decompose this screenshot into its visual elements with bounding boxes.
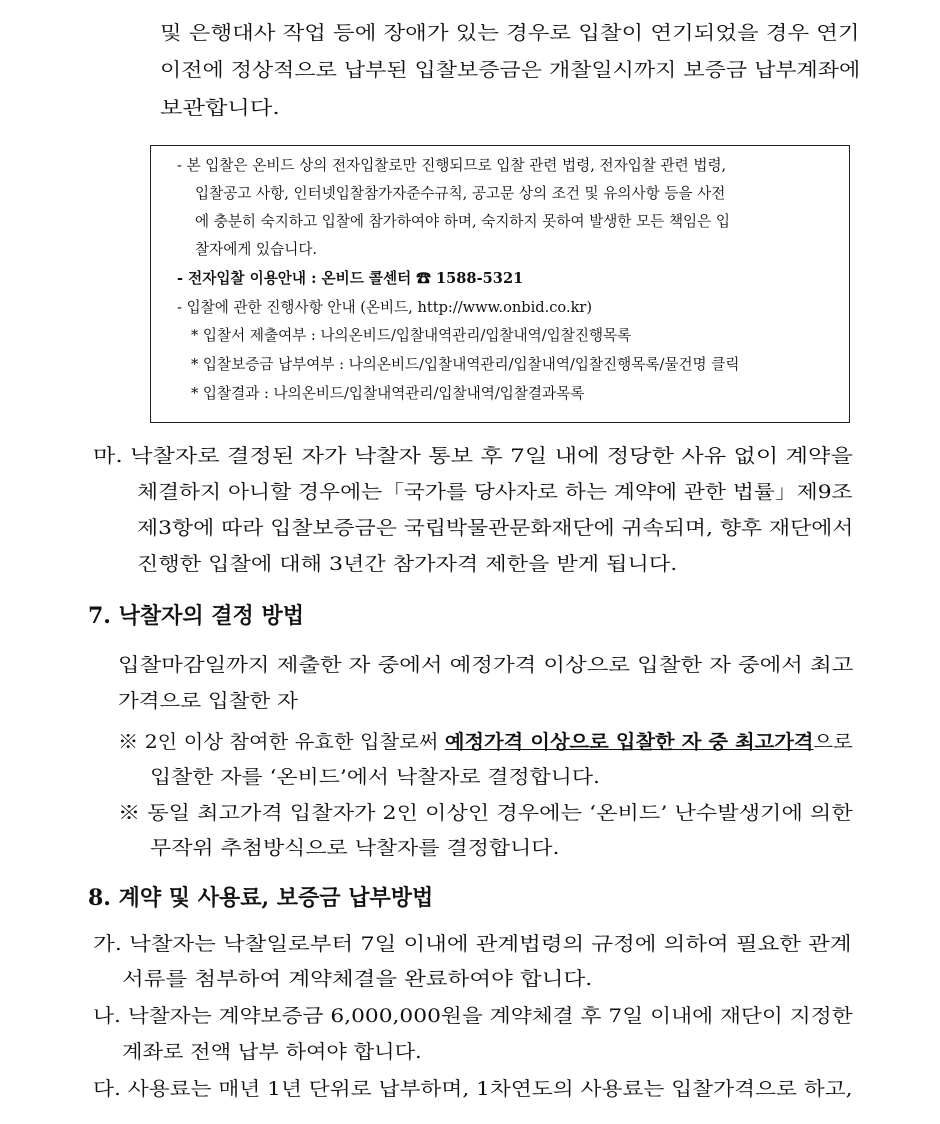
notice-p1-line-2: 입찰공고 사항, 인터넷입찰참가자준수규칙, 공고문 상의 조건 및 유의사항 등을 사전 (195, 185, 726, 202)
item-ma-line-4: 진행한 입찰에 대해 3년간 참가자격 제한을 받게 됩니다. (137, 553, 678, 575)
section-7-note-1-line-2: 입찰한 자를 ‘온비드’에서 낙찰자로 결정합니다. (150, 766, 601, 788)
section-7-heading: 7. 낙찰자의 결정 방법 (88, 603, 304, 629)
section-8-da-line-1: 다. 사용료는 매년 1년 단위로 납부하며, 1차연도의 사용료는 입찰가격으로 하고, (93, 1078, 853, 1100)
section-7-note-1-line-1 (118, 727, 853, 757)
item-ma-line-2: 체결하지 아니할 경우에는「국가를 당사자로 하는 계약에 관한 법률」제9조 (137, 481, 853, 503)
note-1-prefix: ※ 2인 이상 참여한 유효한 입찰로써 (118, 731, 445, 753)
guide-item-result: * 입찰결과 : 나의온비드/입찰내역관리/입찰내역/입찰결과목록 (191, 385, 585, 402)
intro-line-3: 보관합니다. (160, 97, 280, 119)
notice-box (150, 145, 850, 423)
section-7-body-line-1: 입찰마감일까지 제출한 자 중에서 예정가격 이상으로 입찰한 자 중에서 최고 (118, 654, 854, 676)
item-ma-line-1: 마. 낙찰자로 결정된 자가 낙찰자 통보 후 7일 내에 정당한 사유 없이 계약을 (93, 445, 853, 467)
section-8-ga-line-2: 서류를 첨부하여 계약체결을 완료하여야 합니다. (122, 968, 593, 990)
intro-line-1: 및 은행대사 작업 등에 장애가 있는 경우로 입찰이 연기되었을 경우 연기 (160, 22, 860, 44)
note-1-emphasis: 예정가격 이상으로 입찰한 자 중 최고가격 (444, 731, 814, 753)
section-8-na-line-2: 계좌로 전액 납부 하여야 합니다. (122, 1041, 422, 1063)
note-1-suffix: 으로 (813, 731, 853, 753)
notice-p1-line-3: 에 충분히 숙지하고 입찰에 참가하여야 하며, 숙지하지 못하여 발생한 모든 책임은 입 (195, 213, 730, 230)
progress-guide: - 입찰에 관한 진행사항 안내 (온비드, http://www.onbid.co.kr) (177, 299, 593, 316)
section-7-note-2-line-1: ※ 동일 최고가격 입찰자가 2인 이상인 경우에는 ‘온비드’ 난수발생기에 의한 (118, 802, 853, 824)
item-ma-line-3: 제3항에 따라 입찰보증금은 국립박물관문화재단에 귀속되며, 향후 재단에서 (137, 517, 854, 539)
guide-item-deposit: * 입찰보증금 납부여부 : 나의온비드/입찰내역관리/입찰내역/입찰진행목록/물건명 클릭 (191, 356, 740, 373)
section-7-body-line-2: 가격으로 입찰한 자 (118, 690, 298, 712)
intro-line-2: 이전에 정상적으로 납부된 입찰보증금은 개찰일시까지 보증금 납부계좌에 (160, 59, 861, 81)
section-8-ga-line-1: 가. 낙찰자는 낙찰일로부터 7일 이내에 관계법령의 규정에 의하여 필요한 관계 (93, 933, 852, 955)
section-8-heading: 8. 계약 및 사용료, 보증금 납부방법 (88, 885, 434, 911)
call-center-info: - 전자입찰 이용안내 : 온비드 콜센터 ☎ 1588-5321 (177, 270, 524, 287)
notice-p1-line-4: 찰자에게 있습니다. (195, 241, 318, 258)
section-8-na-line-1: 나. 낙찰자는 계약보증금 6,000,000원을 계약체결 후 7일 이내에 재단이 지정한 (93, 1005, 853, 1027)
notice-p1-line-1: - 본 입찰은 온비드 상의 전자입찰로만 진행되므로 입찰 관련 법령, 전자입찰 관련 법령, (177, 157, 727, 174)
section-7-note-2-line-2: 무작위 추첨방식으로 낙찰자를 결정합니다. (150, 837, 560, 859)
guide-item-submission: * 입찰서 제출여부 : 나의온비드/입찰내역관리/입찰내역/입찰진행목록 (191, 327, 632, 344)
